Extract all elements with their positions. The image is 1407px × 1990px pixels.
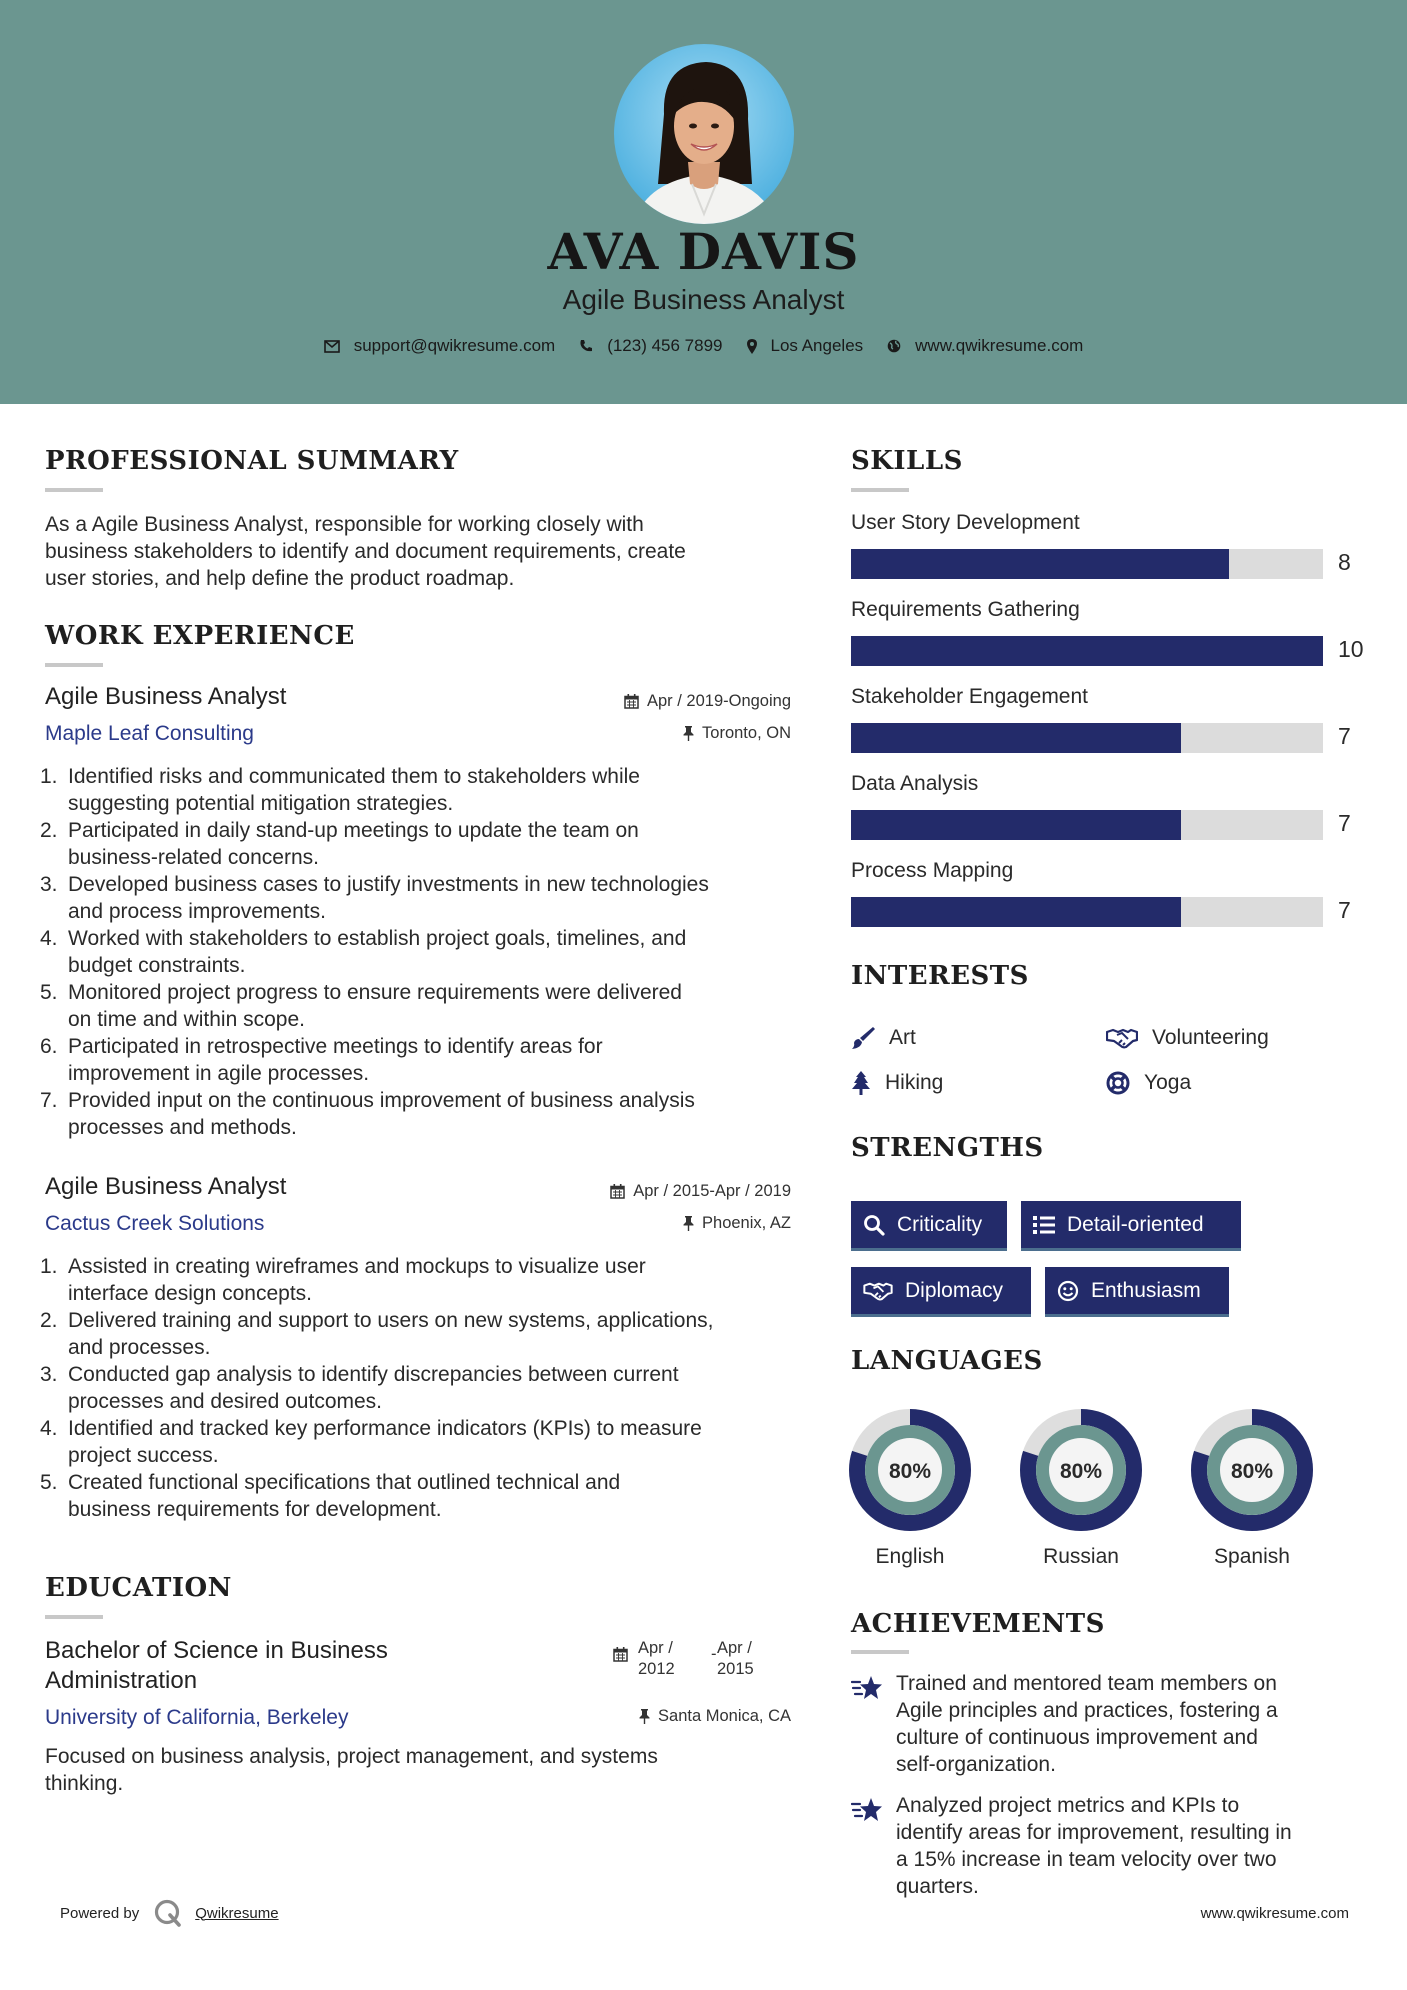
pushpin-icon: [683, 1216, 694, 1231]
list-item: 6. Participated in retrospective meetings to identify areas for improvement in agile processes.: [45, 1033, 805, 1087]
list-item: 1. Assisted in creating wireframes and mockups to visualize user interface design concepts.: [45, 1253, 815, 1307]
summary-text: [45, 511, 686, 592]
education-rule: [45, 1615, 103, 1619]
skill-name: Requirements Gathering: [851, 598, 1080, 621]
pushpin-icon: [639, 1709, 650, 1724]
achievement-text: [896, 1670, 1278, 1778]
duty-line: Worked with stakeholders to establish project goals, timelines, and: [68, 927, 687, 950]
strength-badge: [1021, 1201, 1241, 1251]
language-percent: 80%: [1230, 1460, 1274, 1483]
skill-name: User Story Development: [851, 511, 1080, 534]
skills-title: SKILLS: [851, 446, 963, 476]
skill-name: Stakeholder Engagement: [851, 685, 1088, 708]
summary-line: business stakeholders to identify and document requirements, create: [45, 540, 686, 563]
duty-line: project success.: [68, 1444, 219, 1467]
duty-line: Provided input on the continuous improvement of business analysis: [68, 1089, 695, 1112]
calendar-icon: [613, 1647, 628, 1662]
duty-line: interface design concepts.: [68, 1282, 312, 1305]
skill-value: 8: [1338, 549, 1351, 575]
education-description-line: Focused on business analysis, project management, and systems: [45, 1745, 658, 1768]
powered-by: [60, 1898, 279, 1928]
smile-icon: [1057, 1280, 1079, 1302]
pushpin-icon: [683, 726, 694, 741]
list-item: 2. Delivered training and support to users on new systems, applications, and processes.: [45, 1307, 815, 1361]
skill-bar-track: [851, 636, 1323, 666]
experience-title: WORK EXPERIENCE: [45, 621, 355, 651]
resume-header: [0, 0, 1407, 404]
job-dates-text: Apr / 2019-Ongoing: [646, 692, 791, 710]
envelope-icon: [324, 340, 340, 353]
strength-label: Criticality: [897, 1212, 983, 1236]
skill-bar-fill: [851, 810, 1181, 840]
powered-by-label: Powered by: [60, 1904, 140, 1922]
skill-name: Data Analysis: [851, 772, 979, 795]
contact-phone-text: (123) 456 7899: [607, 336, 723, 355]
candidate-name: AVA DAVIS: [547, 222, 860, 281]
experience-rule: [45, 663, 103, 667]
contact-phone[interactable]: [579, 336, 722, 356]
job-dates: [610, 1182, 791, 1201]
achievement-text: [896, 1792, 1292, 1900]
duty-line: Monitored project progress to ensure requirements were delivered: [68, 981, 682, 1004]
strength-label: Diplomacy: [905, 1278, 1004, 1302]
skill-value: 7: [1338, 723, 1351, 749]
calendar-icon: [624, 694, 639, 709]
interest-item: [851, 1071, 943, 1095]
calendar-icon: [610, 1184, 625, 1199]
education-start-line: Apr /: [638, 1639, 673, 1657]
lifebuoy-icon: [1106, 1071, 1130, 1095]
degree-title: [45, 1636, 388, 1696]
achievement-bullet: [851, 1797, 883, 1828]
language-gauge: [1190, 1408, 1314, 1537]
globe-icon: [887, 339, 901, 353]
strength-badge: [851, 1267, 1031, 1317]
interest-label: Art: [889, 1026, 916, 1049]
contact-location-text: Los Angeles: [770, 336, 864, 355]
interest-item: [851, 1026, 916, 1050]
summary-title: PROFESSIONAL SUMMARY: [45, 446, 459, 476]
duty-line: on time and within scope.: [68, 1008, 305, 1031]
education-end-line: 2015: [717, 1660, 754, 1678]
language-donut: [848, 1408, 972, 1532]
strength-badge: [1045, 1267, 1229, 1317]
language-name: Spanish: [1214, 1545, 1290, 1568]
duty-line: Delivered training and support to users on new systems, applications,: [68, 1309, 714, 1332]
education-end: [717, 1638, 754, 1680]
strength-label: Enthusiasm: [1091, 1278, 1201, 1302]
skill-name: Process Mapping: [851, 859, 1014, 882]
education-description-line: thinking.: [45, 1772, 124, 1795]
tree-icon: [851, 1071, 871, 1095]
achievement-line: identify areas for improvement, resulting in: [896, 1821, 1292, 1844]
job-location-text: Toronto, ON: [702, 724, 791, 742]
list-item: 5. Monitored project progress to ensure requirements were delivered on time and within scope.: [45, 979, 805, 1033]
job-location: [683, 1214, 791, 1233]
summary-rule: [45, 488, 103, 492]
job-dates: [624, 692, 791, 711]
education-title: EDUCATION: [45, 1573, 232, 1603]
list-item: 2. Participated in daily stand-up meetings to update the team on business-related concerns.: [45, 817, 805, 871]
job-dates-text: Apr / 2015-Apr / 2019: [633, 1182, 791, 1200]
skill-bar-track: [851, 810, 1323, 840]
paintbrush-icon: [851, 1026, 875, 1050]
shooting-star-icon: [851, 1675, 883, 1701]
job-location: [683, 724, 791, 743]
language-donut: [1019, 1408, 1143, 1532]
skills-rule: [851, 488, 909, 492]
interest-label: Yoga: [1144, 1071, 1192, 1094]
language-name: Russian: [1043, 1545, 1119, 1568]
skill-bar-track: [851, 723, 1323, 753]
list-item: 3. Developed business cases to justify investments in new technologies and process improvements.: [45, 871, 805, 925]
candidate-role: Agile Business Analyst: [562, 284, 845, 315]
skill-bar-fill: [851, 723, 1181, 753]
list-item: 1. Identified risks and communicated them to stakeholders while suggesting potential mitigation strategies.: [45, 763, 805, 817]
contact-email[interactable]: [324, 336, 556, 356]
contact-website-text: www.qwikresume.com: [915, 336, 1084, 355]
duty-line: budget constraints.: [68, 954, 246, 977]
skill-value: 10: [1338, 636, 1364, 662]
education-start-line: 2012: [638, 1660, 675, 1678]
language-donut: [1190, 1408, 1314, 1532]
achievement-bullet: [851, 1675, 883, 1706]
interests-title: INTERESTS: [851, 961, 1029, 991]
education-location: [639, 1707, 791, 1726]
qwikresume-logo-icon: [153, 1898, 183, 1928]
summary-line: As a Agile Business Analyst, responsible for working closely with: [45, 513, 644, 536]
skill-bar-track: [851, 897, 1323, 927]
language-percent: 80%: [888, 1460, 932, 1483]
phone-icon: [579, 339, 593, 353]
duty-line: Identified risks and communicated them to stakeholders while: [68, 765, 640, 788]
summary-line: user stories, and help define the product roadmap.: [45, 567, 515, 590]
job-duties: [40, 1253, 815, 1523]
job-title: Agile Business Analyst: [45, 1173, 287, 1200]
list-item: 3. Conducted gap analysis to identify discrepancies between current processes and desired outcomes.: [45, 1361, 815, 1415]
duty-line: Participated in daily stand-up meetings to update the team on: [68, 819, 639, 842]
skill-value: 7: [1338, 810, 1351, 836]
achievement-line: quarters.: [896, 1875, 979, 1898]
achievements-rule: [851, 1650, 909, 1654]
job-title: Agile Business Analyst: [45, 683, 287, 710]
achievement-line: self-organization.: [896, 1753, 1056, 1776]
contact-bar: [0, 336, 1407, 356]
interest-label: Volunteering: [1152, 1026, 1269, 1049]
duty-line: and processes.: [68, 1336, 211, 1359]
job-duties: [40, 763, 805, 1141]
achievement-line: Trained and mentored team members on: [896, 1672, 1277, 1695]
achievements-title: ACHIEVEMENTS: [851, 1609, 1105, 1639]
education-start: [638, 1638, 675, 1680]
education-dates-icon-wrap: [613, 1647, 628, 1667]
handshake-icon: [1106, 1027, 1138, 1049]
list-icon: [1033, 1216, 1055, 1234]
duty-line: Assisted in creating wireframes and mockups to visualize user: [68, 1255, 646, 1278]
job-company[interactable]: Cactus Creek Solutions: [45, 1212, 265, 1235]
languages-title: LANGUAGES: [851, 1346, 1043, 1376]
skill-value: 7: [1338, 897, 1351, 923]
strength-badge: [851, 1201, 1007, 1251]
education-location-text: Santa Monica, CA: [658, 1707, 791, 1725]
school-name[interactable]: University of California, Berkeley: [45, 1706, 349, 1729]
language-gauge: [848, 1408, 972, 1537]
skill-bar-fill: [851, 897, 1181, 927]
duty-line: Developed business cases to justify investments in new technologies: [68, 873, 709, 896]
skill-bar-fill: [851, 636, 1323, 666]
duty-line: suggesting potential mitigation strategies.: [68, 792, 454, 815]
date-separator: -: [711, 1645, 717, 1663]
duty-line: improvement in agile processes.: [68, 1062, 370, 1085]
map-marker-icon: [747, 339, 757, 354]
language-gauge: [1019, 1408, 1143, 1537]
achievement-line: a 15% increase in team velocity over two: [896, 1848, 1277, 1871]
handshake-icon: [863, 1281, 893, 1301]
list-item: 4. Worked with stakeholders to establish project goals, timelines, and budget constraints.: [45, 925, 805, 979]
avatar-photo-icon: [614, 44, 794, 224]
list-item: 7. Provided input on the continuous improvement of business analysis processes and methods.: [45, 1087, 805, 1141]
interest-item: [1106, 1026, 1269, 1050]
duty-line: Participated in retrospective meetings to identify areas for: [68, 1035, 603, 1058]
shooting-star-icon: [851, 1797, 883, 1823]
avatar: [614, 44, 794, 224]
skill-bar-track: [851, 549, 1323, 579]
achievement-line: culture of continuous improvement and: [896, 1726, 1258, 1749]
duty-line: Identified and tracked key performance indicators (KPIs) to measure: [68, 1417, 702, 1440]
duty-line: processes and methods.: [68, 1116, 297, 1139]
achievement-line: Analyzed project metrics and KPIs to: [896, 1794, 1240, 1817]
contact-email-text: support@qwikresume.com: [353, 336, 556, 355]
duty-line: business-related concerns.: [68, 846, 319, 869]
contact-location: [747, 336, 864, 356]
interest-item: [1106, 1071, 1191, 1095]
list-item: 4. Identified and tracked key performance indicators (KPIs) to measure project success.: [45, 1415, 815, 1469]
language-percent: 80%: [1059, 1460, 1103, 1483]
duty-line: Conducted gap analysis to identify discrepancies between current: [68, 1363, 679, 1386]
education-end-line: Apr /: [717, 1639, 752, 1657]
job-company[interactable]: Maple Leaf Consulting: [45, 722, 254, 745]
duty-line: processes and desired outcomes.: [68, 1390, 383, 1413]
degree-line: Administration: [45, 1667, 198, 1694]
interest-label: Hiking: [885, 1071, 944, 1094]
skill-bar-fill: [851, 549, 1229, 579]
degree-line: Bachelor of Science in Business: [45, 1637, 388, 1664]
duty-line: Created functional specifications that outlined technical and: [68, 1471, 621, 1494]
job-location-text: Phoenix, AZ: [702, 1214, 791, 1232]
strengths-title: STRENGTHS: [851, 1133, 1044, 1163]
duty-line: and process improvements.: [68, 900, 326, 923]
qwikresume-link[interactable]: Qwikresume: [195, 1904, 279, 1922]
achievement-line: Agile principles and practices, fostering a: [896, 1699, 1278, 1722]
list-item: 5. Created functional specifications that outlined technical and business requirements for development.: [45, 1469, 815, 1523]
education-description: [45, 1743, 658, 1797]
duty-line: business requirements for development.: [68, 1498, 442, 1521]
contact-website[interactable]: [887, 336, 1083, 356]
footer-website[interactable]: www.qwikresume.com: [1200, 1905, 1349, 1922]
language-name: English: [875, 1545, 945, 1568]
strength-label: Detail-oriented: [1067, 1212, 1204, 1236]
search-icon: [863, 1214, 885, 1236]
